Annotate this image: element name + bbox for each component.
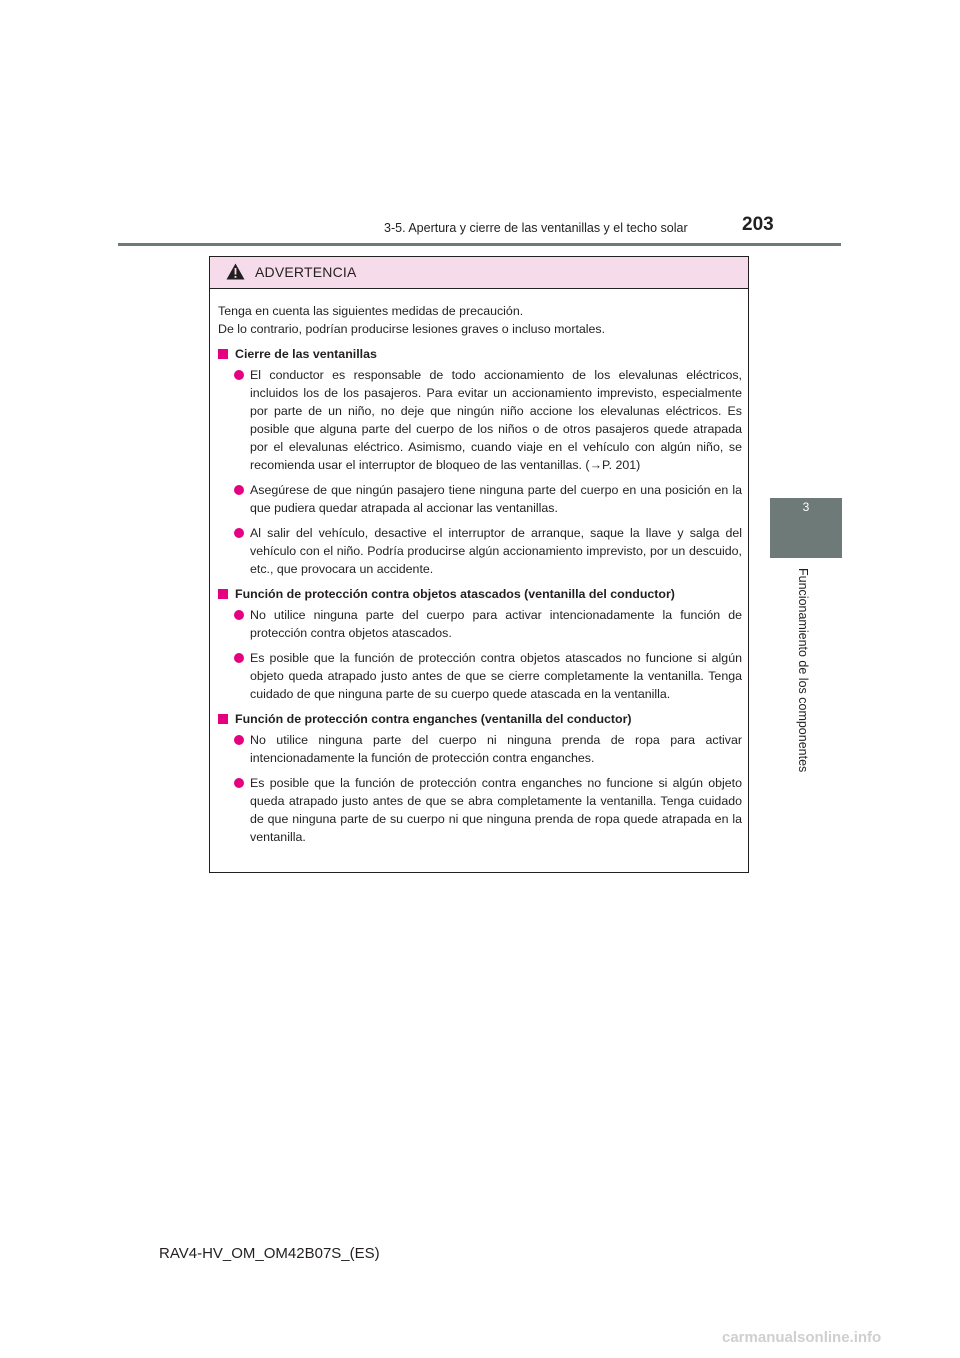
- list-item-text: Es posible que la función de protección contra enganches no funcione si algún objeto queda atrapado justo antes de que se abra completamente la ventanilla. Tenga cuidado de que ninguna parte de su cuerpo ni que ninguna prenda de ropa quede atrapada en la ventanilla.: [250, 776, 742, 844]
- list-item: [218, 606, 742, 642]
- intro-line: De lo contrario, podrían producirse lesiones graves o incluso mortales.: [218, 322, 606, 336]
- list-item: [218, 366, 742, 474]
- chapter-tab: [770, 498, 842, 558]
- list-item: [218, 731, 742, 767]
- list-item: [218, 481, 742, 517]
- warning-title: ADVERTENCIA: [255, 264, 357, 280]
- section-heading-text: Función de protección contra enganches (ventanilla del conductor): [235, 712, 632, 726]
- warning-header: [210, 257, 748, 289]
- list-item-text: No utilice ninguna parte del cuerpo para activar intencionadamente la función de protección contra objetos atascados.: [250, 608, 742, 640]
- warning-box: [209, 256, 749, 873]
- list-item: [218, 524, 742, 578]
- circle-bullet-icon: [234, 735, 244, 745]
- list-item-text: No utilice ninguna parte del cuerpo ni ninguna prenda de ropa para activar intencionadamente la función de protección contra enganches.: [250, 733, 742, 765]
- section-heading-text: Cierre de las ventanillas: [235, 347, 377, 361]
- list-item: [218, 774, 742, 846]
- circle-bullet-icon: [234, 370, 244, 380]
- model-code: RAV4-HV_OM_OM42B07S_(ES): [159, 1245, 380, 1262]
- circle-bullet-icon: [234, 485, 244, 495]
- chapter-label: Funcionamiento de los componentes: [796, 568, 810, 773]
- list-item: [218, 649, 742, 703]
- list-item-text: Asegúrese de que ningún pasajero tiene ninguna parte del cuerpo en una posición en la que pudiera quedar atrapada al accionar las ventanillas.: [250, 483, 742, 515]
- warning-intro: [218, 302, 742, 338]
- list-item-text: Al salir del vehículo, desactive el interruptor de arranque, saque la llave y salga del vehículo con el niño. Podría producirse algún accionamiento imprevisto, por un descuido, etc., que provocara un accidente.: [250, 526, 742, 576]
- square-bullet-icon: [218, 349, 228, 359]
- list-item-text: Es posible que la función de protección contra objetos atascados no funcione si algún objeto queda atrapado justo antes de que se cierre completamente la ventanilla. Tenga cuidado de que ninguna parte de su cuerpo quede atascada en la ventanilla.: [250, 651, 742, 701]
- section-heading: [218, 585, 742, 603]
- intro-line: Tenga en cuenta las siguientes medidas de precaución.: [218, 304, 524, 318]
- chapter-number: 3: [802, 500, 810, 514]
- header-divider: [118, 243, 841, 246]
- circle-bullet-icon: [234, 653, 244, 663]
- warning-body: [210, 289, 748, 846]
- section-heading-text: Función de protección contra objetos atascados (ventanilla del conductor): [235, 587, 675, 601]
- square-bullet-icon: [218, 589, 228, 599]
- circle-bullet-icon: [234, 528, 244, 538]
- circle-bullet-icon: [234, 778, 244, 788]
- watermark: carmanualsonline.info: [722, 1329, 882, 1346]
- warning-triangle-icon: [226, 263, 245, 285]
- list-item-text: El conductor es responsable de todo accionamiento de los elevalunas eléctricos, incluidos los de los pasajeros. Para evitar un accionamiento imprevisto, especialmente por parte de un niño, no deje que ningún niño accione los elevalunas eléctricos. Es posible que alguna parte del cuerpo de los niños o de otros pasajeros quede atrapada por el elevalunas eléctrico. Asimismo, cuando viaje en el vehículo con algún niño, se recomienda usar el interruptor de bloqueo de las ventanillas. (→P. 201): [250, 368, 742, 472]
- circle-bullet-icon: [234, 610, 244, 620]
- section-heading: [218, 710, 742, 728]
- square-bullet-icon: [218, 714, 228, 724]
- page-number: 203: [742, 214, 774, 235]
- section-title: 3-5. Apertura y cierre de las ventanillas y el techo solar: [384, 221, 688, 235]
- section-heading: [218, 345, 742, 363]
